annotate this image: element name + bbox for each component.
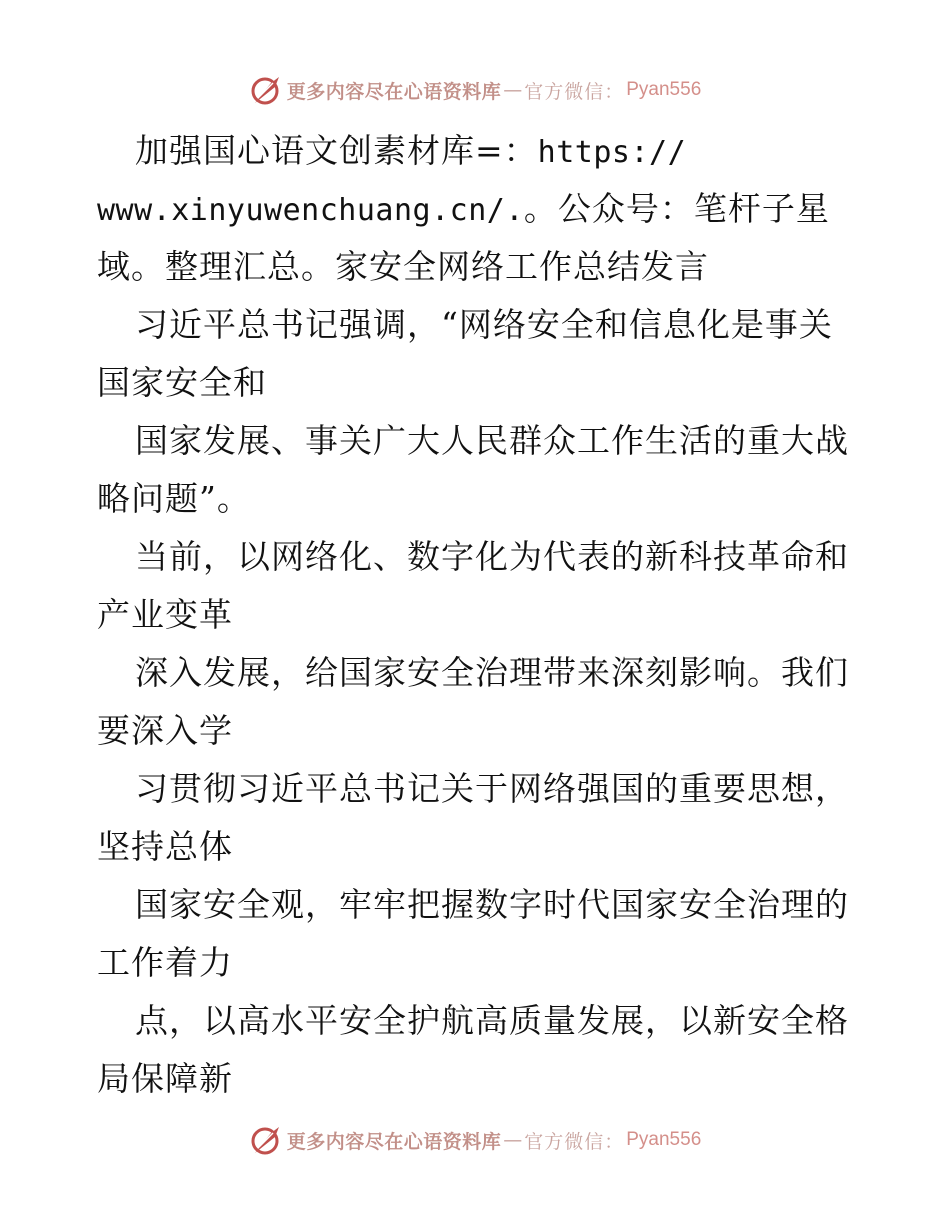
quill-logo-icon bbox=[249, 73, 283, 107]
text-line: 习近平总书记强调，“网络安全和信息化是事关 bbox=[135, 305, 833, 344]
url-segment: www.xinyuwenchuang.cn/. bbox=[97, 193, 524, 228]
text-line: 略问题”。 bbox=[97, 479, 251, 518]
text-line: 国家发展、事关广大人民群众工作生活的重大战 bbox=[135, 421, 849, 460]
url-segment: https:// bbox=[537, 135, 687, 170]
footer-banner bbox=[0, 1120, 950, 1160]
text-line: 坚持总体 bbox=[97, 827, 233, 866]
text-line: 当前，以网络化、数字化为代表的新科技革命和 bbox=[135, 537, 849, 576]
text-segment: 。公众号：笔杆子星 bbox=[523, 189, 830, 228]
text-line bbox=[97, 180, 857, 238]
footer-wechat-label: 官方微信： bbox=[524, 1130, 625, 1153]
document-body bbox=[97, 122, 857, 1108]
text-line: 工作着力 bbox=[97, 943, 233, 982]
text-line: 产业变革 bbox=[97, 595, 233, 634]
quill-logo-icon bbox=[249, 1123, 283, 1157]
header-wechat-id: Pyan556 bbox=[626, 79, 702, 100]
text-line bbox=[97, 122, 857, 180]
text-line: 要深入学 bbox=[97, 711, 233, 750]
header-dash: — bbox=[503, 79, 523, 101]
header-wechat-label: 官方微信： bbox=[524, 80, 625, 103]
footer-brand-text: 更多内容尽在心语资料库 bbox=[286, 1130, 502, 1153]
text-line: 点，以高水平安全护航高质量发展，以新安全格 bbox=[135, 1001, 849, 1040]
text-line: 国家安全和 bbox=[97, 363, 267, 402]
text-segment: 加强国心语文创素材库=： bbox=[135, 131, 538, 170]
text-line: 局保障新 bbox=[97, 1059, 233, 1098]
header-banner bbox=[0, 70, 950, 110]
text-line: 深入发展，给国家安全治理带来深刻影响。我们 bbox=[135, 653, 849, 692]
text-line: 习贯彻习近平总书记关于网络强国的重要思想， bbox=[135, 769, 849, 808]
text-line: 国家安全观，牢牢把握数字时代国家安全治理的 bbox=[135, 885, 849, 924]
footer-dash: — bbox=[503, 1129, 523, 1151]
text-line: 域。整理汇总。家安全网络工作总结发言 bbox=[97, 247, 709, 286]
header-brand-text: 更多内容尽在心语资料库 bbox=[286, 80, 502, 103]
footer-wechat-id: Pyan556 bbox=[626, 1129, 702, 1150]
